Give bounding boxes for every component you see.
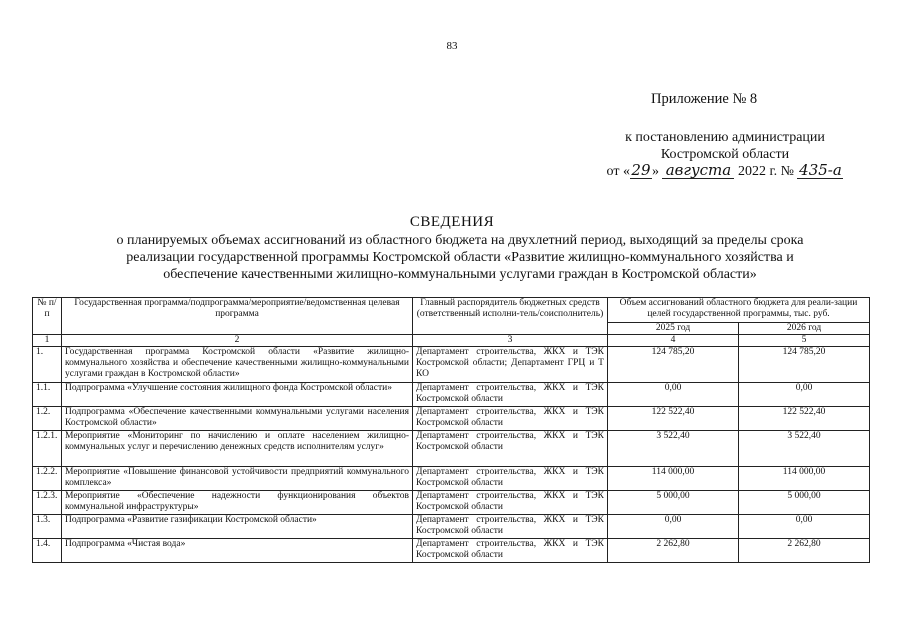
- appendix-label: Приложение № 8: [651, 91, 758, 107]
- row-dept: Департамент строительства, ЖКХ и ТЭК Костромской области: [413, 407, 608, 431]
- row-2026: 114 000,00: [739, 467, 870, 491]
- header-year-2025: 2025 год: [608, 323, 739, 335]
- row-2026: 122 522,40: [739, 407, 870, 431]
- table-row: [33, 431, 870, 467]
- table-row: [33, 383, 870, 407]
- row-dept: Департамент строительства, ЖКХ и ТЭК Костромской области: [413, 515, 608, 539]
- row-name: Государственная программа Костромской области «Развитие жилищно-коммунального хозяйства и обеспечение качественными жилищно-коммунальными услугами граждан в Костромской области»: [62, 347, 413, 383]
- header-year-2026: 2026 год: [739, 323, 870, 335]
- subtitle-line: о планируемых объемах ассигнований из областного бюджета на двухлетний период, выходящий за пределы срока: [116, 233, 804, 248]
- index-cell: 1: [33, 335, 62, 347]
- row-num: 1.1.: [33, 383, 62, 407]
- handwritten-day: 29: [631, 161, 651, 179]
- header-name: Государственная программа/подпрограмма/мероприятие/ведомственная целевая программа: [62, 298, 413, 335]
- table-row: [33, 491, 870, 515]
- row-name: Мероприятие «Повышение финансовой устойчивости предприятий коммунального комплекса»: [62, 467, 413, 491]
- row-2026: 0,00: [739, 515, 870, 539]
- index-cell: 3: [413, 335, 608, 347]
- row-2025: 2 262,80: [608, 539, 739, 563]
- handwritten-number: 435-а: [799, 161, 842, 179]
- page-number: 83: [446, 40, 458, 52]
- table-row: [33, 347, 870, 383]
- row-2026: 0,00: [739, 383, 870, 407]
- handwritten-month: августа: [662, 163, 734, 179]
- allocations-table: [32, 297, 870, 563]
- row-dept: Департамент строительства, ЖКХ и ТЭК Костромской области: [413, 539, 608, 563]
- date-prefix: от «: [606, 164, 630, 179]
- row-dept: Департамент строительства, ЖКХ и ТЭК Костромской области: [413, 467, 608, 491]
- decree-line-1: к постановлению администрации: [625, 130, 825, 145]
- document-title: СВЕДЕНИЯ: [409, 214, 495, 230]
- row-2025: 5 000,00: [608, 491, 739, 515]
- row-2026: 124 785,20: [739, 347, 870, 383]
- row-2025: 3 522,40: [608, 431, 739, 467]
- header-volume: Объем ассигнований областного бюджета для реали-зации целей государственной программы, тыс. руб.: [608, 298, 870, 323]
- date-mid: »: [651, 164, 659, 179]
- row-dept: Департамент строительства, ЖКХ и ТЭК Костромской области: [413, 383, 608, 407]
- row-2026: 3 522,40: [739, 431, 870, 467]
- row-2026: 5 000,00: [739, 491, 870, 515]
- row-name: Подпрограмма «Развитие газификации Костромской области»: [62, 515, 413, 539]
- row-dept: Департамент строительства, ЖКХ и ТЭК Костромской области: [413, 431, 608, 467]
- row-num: 1.2.2.: [33, 467, 62, 491]
- row-num: 1.2.3.: [33, 491, 62, 515]
- row-num: 1.3.: [33, 515, 62, 539]
- header-num: № п/п: [33, 298, 62, 335]
- header-dept: Главный распорядитель бюджетных средств (ответственный исполни-тель/соисполнитель): [413, 298, 608, 335]
- subtitle-line: обеспечение качественными жилищно-коммунальными услугами граждан в Костромской области»: [163, 267, 757, 282]
- row-name: Подпрограмма «Обеспечение качественными коммунальными услугами населения Костромской области»: [62, 407, 413, 431]
- decree-reference: [580, 129, 870, 180]
- index-cell: 5: [739, 335, 870, 347]
- decree-line-2: Костромской области: [660, 147, 790, 162]
- subtitle-line: реализации государственной программы Костромской области «Развитие жилищно-коммунального хозяйства и: [126, 250, 794, 265]
- row-name: Подпрограмма «Чистая вода»: [62, 539, 413, 563]
- table-row: [33, 539, 870, 563]
- index-cell: 4: [608, 335, 739, 347]
- decree-date-line: [580, 163, 870, 180]
- table-row: [33, 467, 870, 491]
- row-dept: Департамент строительства, ЖКХ и ТЭК Костромской области; Департамент ГРЦ и Т КО: [413, 347, 608, 383]
- row-num: 1.2.1.: [33, 431, 62, 467]
- row-num: 1.2.: [33, 407, 62, 431]
- row-2026: 2 262,80: [739, 539, 870, 563]
- row-2025: 122 522,40: [608, 407, 739, 431]
- row-2025: 0,00: [608, 383, 739, 407]
- document-subtitle: [60, 232, 860, 283]
- row-dept: Департамент строительства, ЖКХ и ТЭК Костромской области: [413, 491, 608, 515]
- row-name: Мероприятие «Обеспечение надежности функционирования объектов коммунальной инфраструктуры»: [62, 491, 413, 515]
- date-year: 2022 г. №: [737, 164, 794, 179]
- index-cell: 2: [62, 335, 413, 347]
- row-name: Подпрограмма «Улучшение состояния жилищного фонда Костромской области»: [62, 383, 413, 407]
- row-2025: 0,00: [608, 515, 739, 539]
- table-row: [33, 407, 870, 431]
- table-row: [33, 515, 870, 539]
- row-num: 1.4.: [33, 539, 62, 563]
- row-2025: 114 000,00: [608, 467, 739, 491]
- row-num: 1.: [33, 347, 62, 383]
- row-name: Мероприятие «Мониторинг по начислению и оплате населением жилищно-коммунальных услуг и перечислению денежных средств исполнителям услуг»: [62, 431, 413, 467]
- row-2025: 124 785,20: [608, 347, 739, 383]
